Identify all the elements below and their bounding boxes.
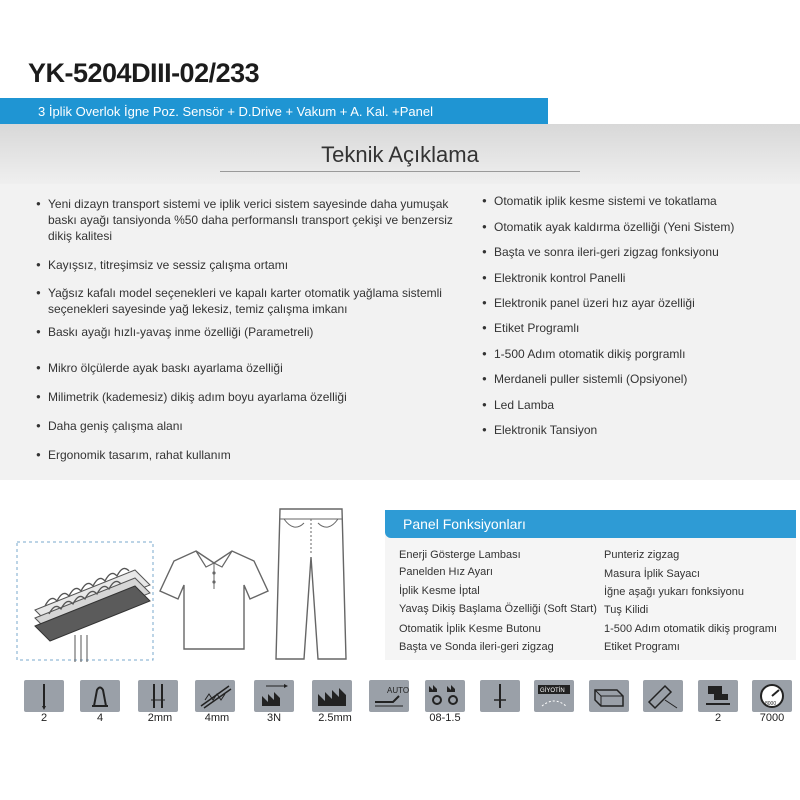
panel-func-left-6: Başta ve Sonda ileri-geri zigzag <box>399 641 554 653</box>
panel-functions-title: Panel Fonksiyonları <box>385 510 796 538</box>
spec-label-needle-gauge: 2mm <box>147 712 173 724</box>
bell-weight-icon <box>80 680 120 712</box>
feed-dog-icon <box>254 680 294 712</box>
panel-func-right-2: Masura İplik Sayacı <box>604 568 700 580</box>
section-divider <box>220 171 580 172</box>
panel-func-right-6: Etiket Programı <box>604 641 680 653</box>
feature-right-7: ● 1-500 Adım otomatik dikiş porgramlı <box>482 346 792 362</box>
feature-right-10: ● Elektronik Tansiyon <box>482 422 792 438</box>
panel-func-right-3: İğne aşağı yukarı fonksiyonu <box>604 586 745 598</box>
section-title: Teknik Açıklama <box>321 142 479 167</box>
spec-label-speed: 7000 <box>759 712 785 724</box>
spec-label-presser-lift: 2 <box>714 712 722 724</box>
speed-scale-text: 8000 <box>765 701 777 707</box>
guillotine-text: GİYOTİN <box>540 688 565 694</box>
spec-label-stitch-length: 2.5mm <box>318 712 352 724</box>
feature-right-5: ● Elektronik panel üzeri hız ayar özelliği <box>482 295 792 311</box>
feature-right-1: ● Otomatik iplik kesme sistemi ve tokatlama <box>482 193 792 209</box>
panel-func-left-2: Panelden Hız Ayarı <box>399 566 493 578</box>
spec-label-feed-dog: 3N <box>266 712 282 724</box>
feature-left-5: ● Mikro ölçülerde ayak baskı ayarlama özelliği <box>36 360 472 376</box>
feature-right-6: ● Etiket Programlı <box>482 320 792 336</box>
auto-presser-icon <box>369 680 409 712</box>
cutter-icon <box>643 680 683 712</box>
feature-right-8: ● Merdaneli puller sistemli (Opsiyonel) <box>482 371 792 387</box>
panel-func-left-3: İplik Kesme İptal <box>399 585 480 597</box>
needle-position-icon <box>480 680 520 712</box>
feature-left-6: ● Milimetrik (kademesiz) dikiş adım boyu ayarlama özelliği <box>36 389 472 405</box>
subtitle-bar: 3 İplik Overlok İgne Poz. Sensör + D.Drive + Vakum + A. Kal. +Panel <box>0 98 548 125</box>
polo-shirt-icon <box>158 545 270 655</box>
panel-functions-box <box>385 510 796 660</box>
needle-gauge-icon <box>138 680 178 712</box>
spec-label-differential: 08-1.5 <box>429 712 461 724</box>
feature-right-9: ● Led Lamba <box>482 397 792 413</box>
panel-func-right-5: 1-500 Adım otomatik dikiş programı <box>604 623 778 635</box>
feature-right-3: ● Başta ve sonra ileri-geri zigzag fonksiyonu <box>482 244 792 260</box>
stitch-length-icon <box>312 680 352 712</box>
fabric-overlock-illustration <box>15 540 155 665</box>
panel-func-right-4: Tuş Kilidi <box>604 604 649 616</box>
guillotine-icon <box>534 680 574 712</box>
panel-func-right-1: Punteriz zigzag <box>604 549 680 561</box>
model-title: YK-5204DIII-02/233 <box>28 58 260 88</box>
feature-right-2: ● Otomatik ayak kaldırma özelliği (Yeni Sistem) <box>482 219 792 235</box>
feature-left-3: ● Yağsız kafalı model seçenekleri ve kapalı karter otomatik yağlama sistemli seçenekleri sayesinde yağ lekesiz, temiz çalışma imkanı <box>36 285 472 317</box>
feature-left-2: ● Kayışsız, titreşimsiz ve sessiz çalışma ortamı <box>36 257 472 273</box>
feature-left-1: ● Yeni dizayn transport sistemi ve iplik verici sistem sayesinde daha yumuşak baskı ayağı tansiyonda %50 daha performanslı transport çekişi ve benzersiz dikiş kalitesi <box>36 196 472 244</box>
panel-func-left-5: Otomatik İplik Kesme Butonu <box>399 623 541 635</box>
feature-right-4: ● Elektronik kontrol Panelli <box>482 270 792 286</box>
differential-feed-icon <box>425 680 465 712</box>
needle-icon <box>24 680 64 712</box>
auto-text: AUTO <box>387 686 409 695</box>
presser-lift-icon <box>698 680 738 712</box>
spec-label-needle: 2 <box>40 712 48 724</box>
spec-label-overlock: 4mm <box>204 712 230 724</box>
feature-left-4: ● Baskı ayağı hızlı-yavaş inme özelliği (Parametreli) <box>36 324 472 340</box>
vacuum-box-icon <box>589 680 629 712</box>
trousers-icon <box>270 505 352 663</box>
speed-gauge-icon <box>752 680 792 712</box>
feature-left-8: ● Ergonomik tasarım, rahat kullanım <box>36 447 472 463</box>
spec-label-bell: 4 <box>96 712 104 724</box>
panel-func-left-4: Yavaş Dikiş Başlama Özelliği (Soft Start) <box>399 603 597 615</box>
panel-func-left-1: Enerji Gösterge Lambası <box>399 549 521 561</box>
overlock-stitch-icon <box>195 680 235 712</box>
feature-left-7: ● Daha geniş çalışma alanı <box>36 418 472 434</box>
